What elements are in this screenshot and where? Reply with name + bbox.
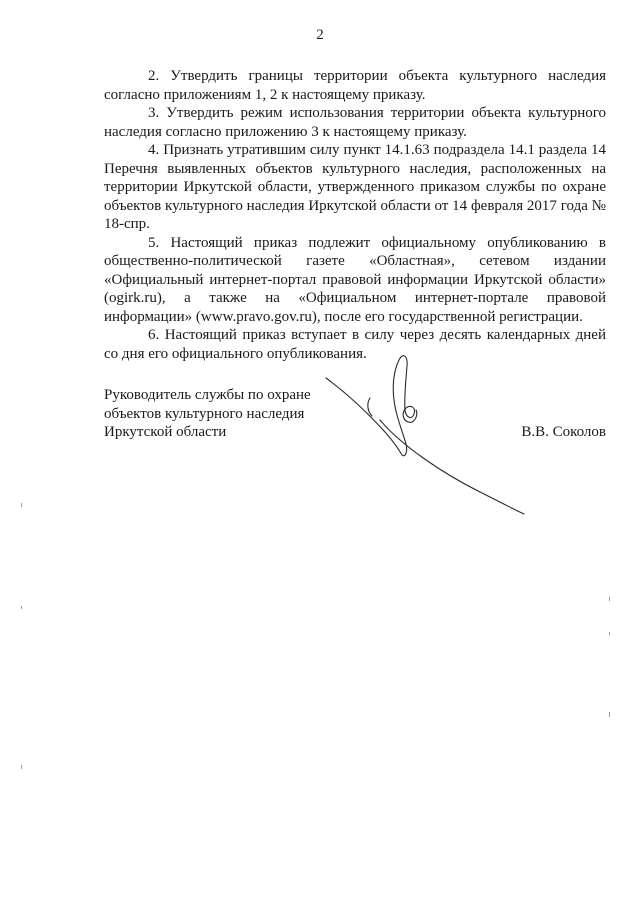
order-body (104, 67, 606, 363)
signer-position: Руководитель службы по охране объектов культурного наследия Иркутской области (104, 387, 311, 440)
paragraph-item-3: 3. Утвердить режим использования территории объекта культурного наследия согласно приложению 3 к настоящему приказу. (104, 105, 606, 140)
scan-speck (609, 597, 610, 601)
scan-speck (609, 632, 610, 635)
paragraph-item-2: 2. Утвердить границы территории объекта культурного наследия согласно приложениям 1, 2 к настоящему приказу. (104, 68, 606, 103)
page-number: 2 (316, 27, 324, 43)
scan-speck (21, 765, 22, 769)
scan-speck (609, 712, 610, 717)
scan-speck (21, 606, 22, 609)
scan-speck (21, 503, 22, 507)
signer-name: В.В. Соколов (521, 424, 606, 440)
signature-block (104, 386, 606, 442)
paragraph-item-4: 4. Признать утратившим силу пункт 14.1.63 подраздела 14.1 раздела 14 Перечня выявленных объектов культурного наследия, расположенных на территории Иркутской области, утвержденного приказом службы по охране объектов культурного наследия Иркутской области от 14 февраля 2017 года № 18-спр. (104, 142, 606, 232)
paragraph-item-5: 5. Настоящий приказ подлежит официальному опубликованию в общественно-политической газете «Областная», сетевом издании «Официальный интернет-портал правовой информации Иркутской области» (ogirk.ru), а также на «Официальном интернет-портале правовой информации» (www.pravo.gov.ru), после его государственной регистрации. (104, 234, 606, 325)
paragraph-item-6: 6. Настоящий приказ вступает в силу через десять календарных дней со дня его официального опубликования. (104, 327, 606, 362)
